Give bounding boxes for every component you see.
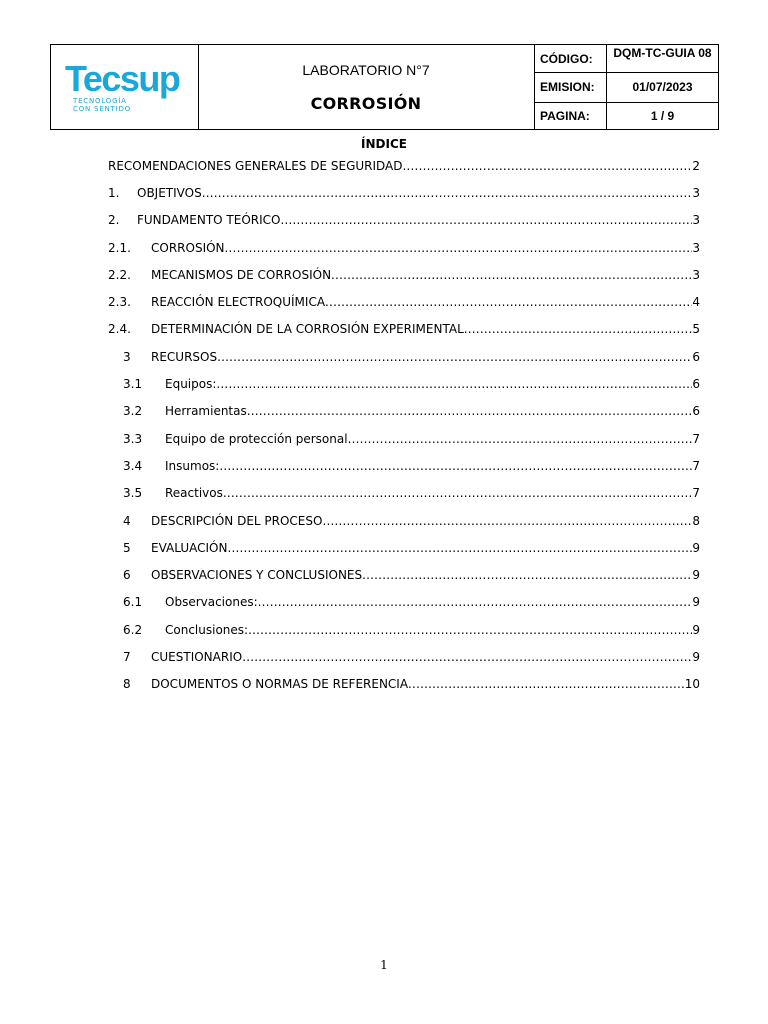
toc-leader-dots: [242, 650, 692, 664]
table-of-contents: [108, 152, 700, 698]
toc-leader-dots: [348, 432, 693, 446]
tecsup-logo: Tecsup: [65, 58, 180, 99]
logo-tagline: [73, 97, 131, 113]
document-title: CORROSIÓN: [310, 94, 422, 113]
toc-entry-label: Observaciones:: [165, 595, 258, 610]
toc-entry-page: 5: [692, 322, 700, 337]
toc-entry-label: DOCUMENTOS O NORMAS DE REFERENCIA: [151, 677, 409, 692]
toc-entry-label: REACCIÓN ELECTROQUÍMICA: [151, 295, 326, 310]
toc-entry-page: 7: [692, 458, 700, 473]
toc-entry-number: 2.1.: [108, 240, 131, 255]
toc-entry-label: OBJETIVOS: [137, 185, 202, 200]
toc-entry[interactable]: [108, 288, 700, 315]
meta-key: EMISION:: [534, 72, 607, 102]
title-cell: [198, 45, 535, 129]
index-title: ÍNDICE: [361, 137, 407, 151]
toc-leader-dots: [362, 568, 692, 582]
toc-entry-label: Equipo de protección personal: [165, 431, 348, 446]
toc-entry[interactable]: [108, 316, 700, 343]
toc-entry-number: 8: [123, 677, 131, 692]
meta-key: CÓDIGO:: [534, 45, 607, 72]
toc-leader-dots: [219, 459, 692, 473]
footer-page-number: 1: [380, 958, 388, 972]
toc-entry-page: 4: [692, 295, 700, 310]
toc-entry-number: 5: [123, 540, 131, 555]
toc-entry-page: 9: [692, 568, 700, 583]
toc-entry-label: Equipos:: [165, 377, 217, 392]
toc-entry-label: RECURSOS: [151, 349, 218, 364]
toc-entry[interactable]: [108, 480, 700, 507]
toc-leader-dots: [464, 322, 693, 336]
toc-entry-label: Conclusiones:: [165, 622, 249, 637]
toc-entry-page: 2: [692, 158, 700, 173]
toc-entry-number: 3.4: [123, 458, 143, 473]
toc-entry-number: 2.4.: [108, 322, 131, 337]
toc-entry-page: 6: [692, 404, 700, 419]
toc-entry-number: 2.3.: [108, 295, 131, 310]
toc-leader-dots: [258, 595, 693, 609]
toc-entry[interactable]: [108, 179, 700, 206]
meta-table: [534, 45, 718, 129]
toc-entry-page: 7: [692, 431, 700, 446]
toc-leader-dots: [403, 159, 693, 173]
toc-entry-label: EVALUACIÓN: [151, 540, 228, 555]
toc-entry-page: 6: [692, 349, 700, 364]
toc-leader-dots: [248, 623, 692, 637]
toc-entry[interactable]: [108, 643, 700, 670]
toc-entry-number: 4: [123, 513, 131, 528]
meta-value: 01/07/2023: [632, 80, 693, 94]
logo-cell: [51, 45, 199, 129]
toc-entry-label: DETERMINACIÓN DE LA CORROSIÓN EXPERIMENTAL: [151, 322, 464, 337]
toc-entry-page: 10: [684, 677, 700, 692]
toc-entry-number: 1.: [108, 185, 120, 200]
toc-entry-page: 7: [692, 486, 700, 501]
toc-entry[interactable]: [108, 370, 700, 397]
toc-entry[interactable]: [108, 425, 700, 452]
toc-entry[interactable]: [108, 561, 700, 588]
meta-row-page: [534, 102, 718, 129]
toc-entry-number: 3.3: [123, 431, 143, 446]
toc-entry-label: MECANISMOS DE CORROSIÓN: [151, 267, 332, 282]
toc-entry-label: FUNDAMENTO TEÓRICO: [137, 213, 281, 228]
toc-entry-number: 6: [123, 568, 131, 583]
toc-entry[interactable]: [108, 234, 700, 261]
toc-entry-page: 9: [692, 540, 700, 555]
toc-entry[interactable]: [108, 261, 700, 288]
toc-entry-label: Reactivos: [165, 486, 223, 501]
meta-key: PAGINA:: [534, 102, 607, 129]
logo-tagline-line-2: CON SENTIDO: [73, 105, 132, 113]
toc-entry-number: 3.1: [123, 377, 143, 392]
toc-entry-number: 3: [123, 349, 131, 364]
toc-entry[interactable]: [108, 671, 700, 698]
toc-entry-label: Herramientas: [165, 404, 247, 419]
toc-entry[interactable]: [108, 534, 700, 561]
toc-entry[interactable]: [108, 207, 700, 234]
toc-leader-dots: [247, 404, 693, 418]
toc-entry-page: 3: [692, 185, 700, 200]
toc-entry-page: 3: [692, 213, 700, 228]
toc-leader-dots: [223, 486, 692, 500]
toc-entry-number: 3.2: [123, 404, 143, 419]
toc-leader-dots: [217, 350, 692, 364]
toc-leader-dots: [280, 213, 692, 227]
meta-value: DQM-TC-GUIA 08: [613, 46, 712, 60]
lab-number: LABORATORIO N°7: [302, 62, 430, 78]
toc-entry-number: 3.5: [123, 486, 143, 501]
toc-entry-number: 6.1: [123, 595, 143, 610]
toc-entry[interactable]: [108, 152, 700, 179]
toc-entry-label: Insumos:: [165, 458, 220, 473]
toc-leader-dots: [227, 541, 692, 555]
logo-tagline-line-1: TECNOLOGÍA: [73, 97, 127, 105]
toc-leader-dots: [408, 677, 685, 691]
toc-entry-number: 6.2: [123, 622, 143, 637]
toc-entry-number: 2.: [108, 213, 120, 228]
toc-leader-dots: [331, 268, 692, 282]
toc-entry-number: 2.2.: [108, 267, 131, 282]
toc-leader-dots: [202, 186, 693, 200]
toc-entry-label: DESCRIPCIÓN DEL PROCESO: [151, 513, 323, 528]
toc-entry-page: 8: [692, 513, 700, 528]
toc-entry[interactable]: [108, 452, 700, 479]
toc-entry[interactable]: [108, 616, 700, 643]
meta-row-code: [534, 45, 718, 73]
toc-entry-page: 6: [692, 377, 700, 392]
toc-entry-label: CORROSIÓN: [151, 240, 225, 255]
toc-entry-label: OBSERVACIONES Y CONCLUSIONES: [151, 568, 363, 583]
toc-entry-page: 9: [692, 649, 700, 664]
toc-entry[interactable]: [108, 343, 700, 370]
toc-entry-label: RECOMENDACIONES GENERALES DE SEGURIDAD: [108, 158, 403, 173]
meta-value: 1 / 9: [650, 108, 675, 123]
toc-leader-dots: [322, 514, 692, 528]
toc-leader-dots: [216, 377, 692, 391]
document-header: [50, 44, 719, 130]
toc-entry[interactable]: [108, 589, 700, 616]
meta-row-emission: [534, 72, 718, 103]
toc-entry-number: 7: [123, 649, 131, 664]
toc-entry-page: 9: [692, 595, 700, 610]
toc-leader-dots: [225, 241, 693, 255]
toc-entry[interactable]: [108, 507, 700, 534]
toc-entry-page: 9: [692, 622, 700, 637]
toc-entry-page: 3: [692, 240, 700, 255]
toc-leader-dots: [325, 295, 692, 309]
toc-entry-label: CUESTIONARIO: [151, 649, 243, 664]
toc-entry-page: 3: [692, 267, 700, 282]
toc-entry[interactable]: [108, 398, 700, 425]
